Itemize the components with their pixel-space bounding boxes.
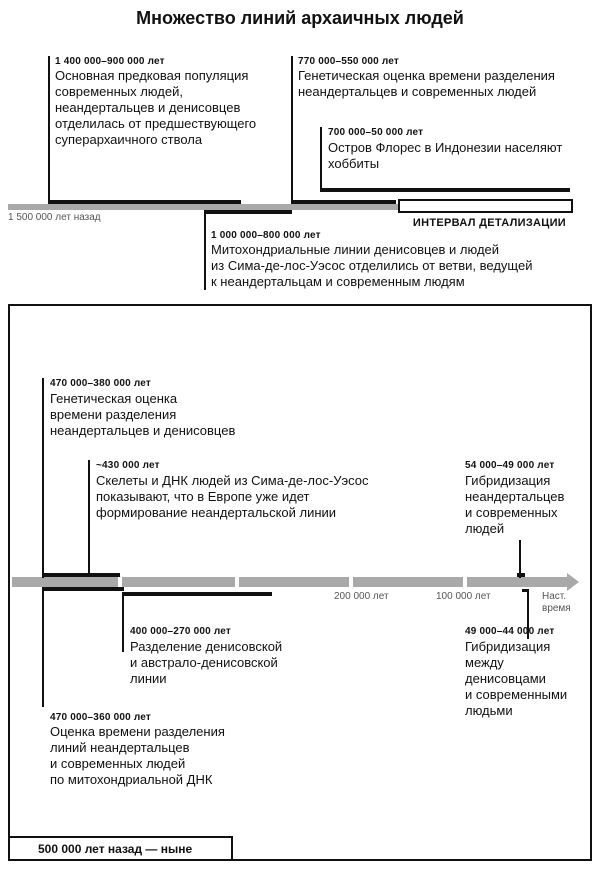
- page-title: Множество линий архаичных людей: [136, 8, 464, 28]
- event-date: 700 000–50 000 лет: [328, 127, 424, 138]
- event-date: 1 400 000–900 000 лет: [55, 56, 165, 67]
- detail-interval-box: [398, 199, 573, 213]
- connector-line: [42, 587, 44, 707]
- axis-label: 200 000 лет: [334, 591, 389, 602]
- timeline-axis-segment: [467, 577, 567, 587]
- event-text: Гибридизация неандертальцев и современных людей: [465, 473, 565, 536]
- arrow-head-icon: [567, 573, 579, 591]
- connector-line: [291, 56, 293, 203]
- timeline-axis-segment: [353, 577, 463, 587]
- event-text: Гибридизация между денисовцами и современными людьми: [465, 639, 568, 718]
- range-tag-label: 500 000 лет назад — ныне: [38, 842, 193, 856]
- detail-interval-label: ИНТЕРВАЛ ДЕТАЛИЗАЦИИ: [412, 217, 566, 229]
- connector-line: [320, 127, 322, 191]
- timeline-axis-segment: [122, 577, 235, 587]
- event-text: Оценка времени разделения линий неандертальцев и современных людей по митохондриальной ДНК: [50, 724, 225, 787]
- range-bar: [204, 210, 292, 214]
- event-text: Разделение денисовской и австрало-денисовской линии: [130, 639, 283, 686]
- event-date: 400 000–270 000 лет: [130, 626, 231, 637]
- range-bar: [320, 188, 570, 192]
- axis-label: 100 000 лет: [436, 591, 491, 602]
- connector-line: [122, 592, 124, 652]
- range-bar: [42, 573, 120, 577]
- axis-label: Наст. время: [542, 591, 571, 614]
- timeline-axis: [8, 204, 398, 210]
- event-date: ~430 000 лет: [96, 460, 160, 471]
- range-bar: [42, 587, 124, 591]
- event-text: Митохондриальные линии денисовцев и людей из Сима-де-лос-Уэсос отделились от ветви, ведущей к неандертальцам и современным людям: [211, 242, 533, 289]
- timeline-axis-segment: [239, 577, 349, 587]
- timeline-axis-segment: [12, 577, 118, 587]
- connector-line: [48, 56, 50, 203]
- event-text: Генетическая оценка времени разделения неандертальцев и денисовцев: [50, 391, 236, 438]
- event-date: 470 000–360 000 лет: [50, 712, 151, 723]
- event-date: 470 000–380 000 лет: [50, 378, 151, 389]
- event-text: Основная предковая популяция современных людей, неандертальцев и денисовцев отделилась от предшествующего суперархаичного ствола: [55, 68, 257, 147]
- range-bar: [122, 592, 272, 596]
- connector-line: [88, 460, 90, 575]
- event-date: 54 000–49 000 лет: [465, 460, 555, 471]
- event-text: Генетическая оценка времени разделения неандертальцев и современных людей: [298, 68, 555, 99]
- event-text: Остров Флорес в Индонезии населяют хоббиты: [328, 140, 563, 171]
- event-date: 770 000–550 000 лет: [298, 56, 399, 67]
- event-text: Скелеты и ДНК людей из Сима-де-лос-Уэсос показывают, что в Европе уже идет формирование неандертальской линии: [96, 473, 369, 520]
- connector-line: [204, 210, 206, 290]
- range-bar: [517, 573, 525, 577]
- axis-label: 1 500 000 лет назад: [8, 212, 101, 223]
- connector-line: [42, 378, 44, 578]
- event-date: 1 000 000–800 000 лет: [211, 230, 321, 241]
- event-date: 49 000–44 000 лет: [465, 626, 555, 637]
